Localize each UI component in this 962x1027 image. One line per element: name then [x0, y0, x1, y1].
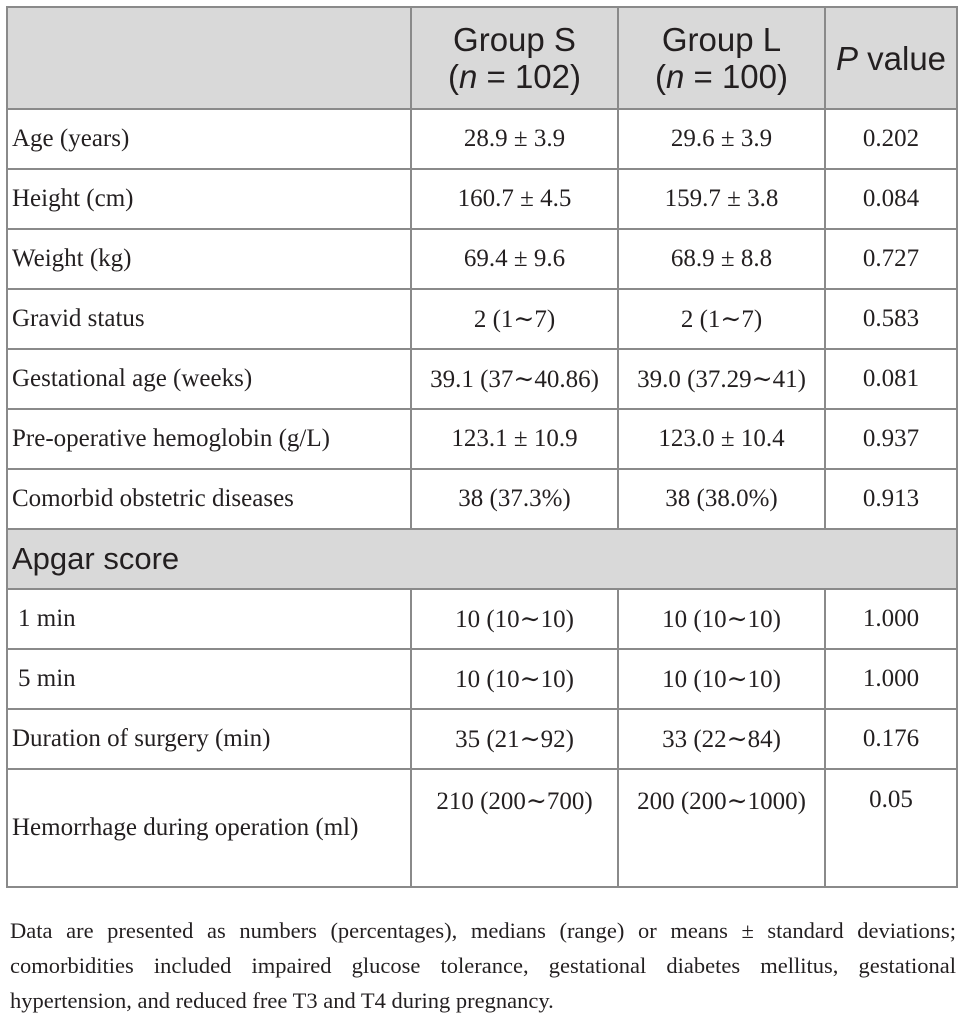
group-l-value: 29.6 ± 3.9	[618, 109, 825, 169]
table-row	[7, 349, 957, 409]
row-label: Gestational age (weeks)	[7, 349, 411, 409]
table-header-row	[7, 7, 957, 109]
p-value: 1.000	[825, 589, 957, 649]
row-label: Age (years)	[7, 109, 411, 169]
p-value: 0.913	[825, 469, 957, 529]
row-label: Hemorrhage during operation (ml)	[7, 769, 411, 887]
row-label: Comorbid obstetric diseases	[7, 469, 411, 529]
group-l-value: 38 (38.0%)	[618, 469, 825, 529]
header-p-rest: value	[857, 39, 947, 77]
p-value: 0.583	[825, 289, 957, 349]
group-s-value: 123.1 ± 10.9	[411, 409, 618, 469]
p-value: 0.084	[825, 169, 957, 229]
group-s-value: 39.1 (37∼40.86)	[411, 349, 618, 409]
table-row	[7, 709, 957, 769]
header-group-s-title: Group S	[453, 21, 576, 58]
p-value: 0.937	[825, 409, 957, 469]
row-label: 5 min	[7, 649, 411, 709]
header-group-l-title: Group L	[661, 21, 782, 58]
patient-characteristics-table	[6, 6, 958, 888]
p-value: 0.081	[825, 349, 957, 409]
p-value: 0.727	[825, 229, 957, 289]
group-l-value: 68.9 ± 8.8	[618, 229, 825, 289]
p-value: 0.176	[825, 709, 957, 769]
p-value: 0.05	[825, 769, 957, 887]
table-row	[7, 649, 957, 709]
header-p-value	[825, 7, 957, 109]
group-s-value: 210 (200∼700)	[411, 769, 618, 887]
table-row	[7, 769, 957, 887]
header-group-l: Group L (n = 100)	[618, 7, 825, 109]
group-s-value: 10 (10∼10)	[411, 649, 618, 709]
group-s-value: 38 (37.3%)	[411, 469, 618, 529]
group-l-value: 2 (1∼7)	[618, 289, 825, 349]
table-row	[7, 409, 957, 469]
table-row	[7, 169, 957, 229]
row-label: Weight (kg)	[7, 229, 411, 289]
group-s-value: 10 (10∼10)	[411, 589, 618, 649]
table-footnote: Data are presented as numbers (percentages), medians (range) or means ± standard deviations; comorbidities included impaired glucose tolerance, gestational diabetes mellitus, gestational hypertension, and reduced free T3 and T4 during pregnancy.	[10, 918, 956, 1013]
group-l-value: 10 (10∼10)	[618, 589, 825, 649]
header-group-l-n-value: = 100)	[684, 58, 789, 95]
header-blank-cell	[7, 7, 411, 109]
group-s-value: 35 (21∼92)	[411, 709, 618, 769]
p-value: 1.000	[825, 649, 957, 709]
row-label: Pre-operative hemoglobin (g/L)	[7, 409, 411, 469]
group-s-value: 2 (1∼7)	[411, 289, 618, 349]
header-group-s: Group S (n = 102)	[411, 7, 618, 109]
table-row	[7, 589, 957, 649]
row-label: Duration of surgery (min)	[7, 709, 411, 769]
header-group-s-n-label: n	[458, 58, 478, 95]
row-label: Gravid status	[7, 289, 411, 349]
section-label: Apgar score	[7, 529, 957, 589]
header-group-l-n-label: n	[665, 58, 685, 95]
group-l-value: 159.7 ± 3.8	[618, 169, 825, 229]
group-l-value: 123.0 ± 10.4	[618, 409, 825, 469]
table-row	[7, 229, 957, 289]
group-l-value: 39.0 (37.29∼41)	[618, 349, 825, 409]
p-value: 0.202	[825, 109, 957, 169]
group-s-value: 69.4 ± 9.6	[411, 229, 618, 289]
header-p-letter: P	[835, 39, 858, 77]
header-group-s-n-value: = 102)	[477, 58, 582, 95]
table-row	[7, 289, 957, 349]
group-l-value: 10 (10∼10)	[618, 649, 825, 709]
group-l-value: 200 (200∼1000)	[618, 769, 825, 887]
group-s-value: 28.9 ± 3.9	[411, 109, 618, 169]
group-s-value: 160.7 ± 4.5	[411, 169, 618, 229]
table-row	[7, 469, 957, 529]
section-row-apgar	[7, 529, 957, 589]
group-l-value: 33 (22∼84)	[618, 709, 825, 769]
row-label: Height (cm)	[7, 169, 411, 229]
row-label: 1 min	[7, 589, 411, 649]
table-row	[7, 109, 957, 169]
